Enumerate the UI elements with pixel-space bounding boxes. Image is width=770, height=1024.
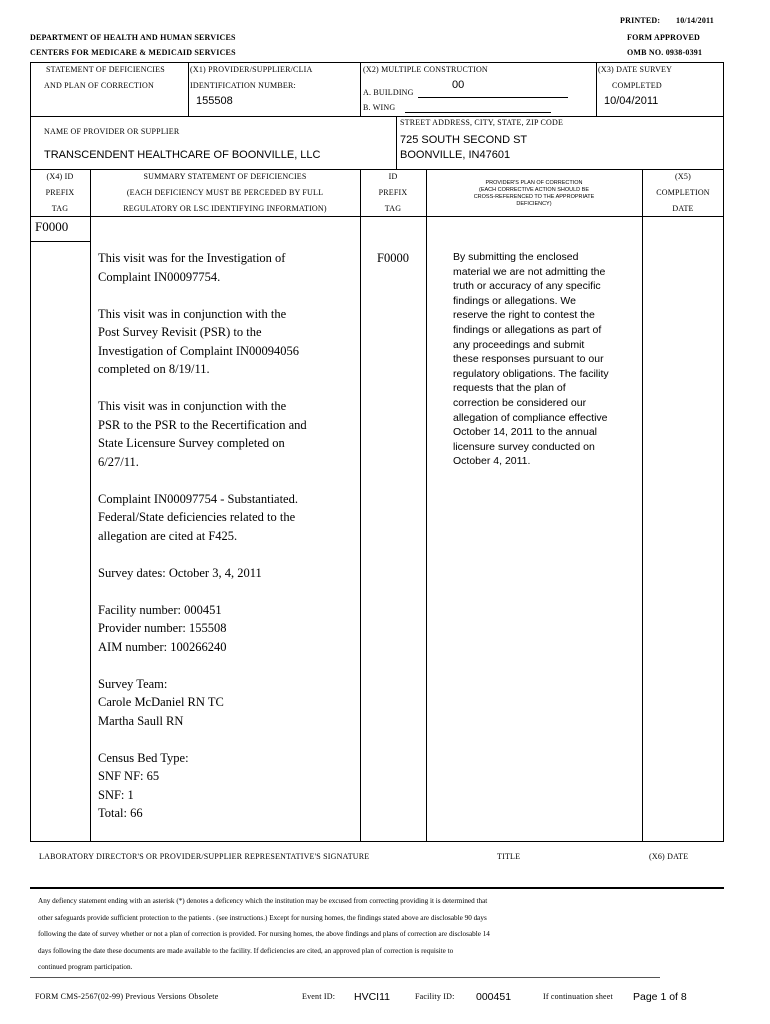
plan-line: licensure survey conducted on [453, 440, 595, 453]
provider-id-label-2: IDENTIFICATION NUMBER: [190, 81, 296, 90]
x5-header-2: COMPLETION [656, 188, 710, 197]
plan-line: By submitting the enclosed [453, 251, 579, 263]
poc-header-2: (EACH CORRECTIVE ACTION SHOULD BE [478, 187, 590, 193]
plan-line: October 14, 2011 to the annual [453, 426, 597, 439]
printed-label: PRINTED: [620, 16, 661, 25]
summary-paragraph [98, 601, 358, 657]
summary-header-2: (EACH DEFICIENCY MUST BE PERCEDED BY FULL [126, 188, 324, 197]
summary-line: Federal/State deficiencies related to the [98, 510, 296, 524]
summary-line: Carole McDaniel RN TC [98, 695, 224, 709]
summary-paragraph [98, 675, 358, 731]
address-line-2: BOONVILLE, IN47601 [400, 149, 511, 161]
plan-line: truth or accuracy of any specific [453, 280, 601, 293]
building-value: 00 [452, 79, 465, 91]
plan-line: October 4, 2011. [453, 455, 531, 468]
director-signature-label: LABORATORY DIRECTOR'S OR PROVIDER/SUPPLIER REPRESENTATIVE'S SIGNATURE [39, 852, 370, 861]
printed-date: 10/14/2011 [676, 16, 715, 25]
plan-line: correction be considered our [453, 396, 587, 409]
id-header-1: ID [388, 172, 398, 181]
poc-header-4: DEFICIENCY) [516, 201, 552, 207]
footnote-line: following the date of survey whether or not a plan of correction is provided. For nursing homes, the above findings and plans of correction are disclosable 14 [38, 930, 490, 938]
footnote-disclaimer [38, 893, 490, 976]
summary-line: Survey dates: October 3, 4, 2011 [98, 565, 262, 580]
summary-line: Complaint IN00097754. [98, 269, 221, 284]
building-label: A. BUILDING [363, 88, 414, 97]
form-approved: FORM APPROVED [627, 33, 701, 42]
plan-line: any proceedings and submit [453, 338, 585, 351]
poc-header-3: CROSS-REFERENCED TO THE APPROPRIATE [473, 194, 595, 200]
department-name: DEPARTMENT OF HEALTH AND HUMAN SERVICES [30, 33, 236, 42]
summary-line: State Licensure Survey completed on [98, 436, 285, 450]
summary-line: SNF: 1 [98, 787, 134, 802]
summary-line: This visit was in conjunction with the [98, 399, 287, 413]
summary-line: Facility number: 000451 [98, 602, 222, 617]
continuation-label: If continuation sheet [543, 992, 613, 1001]
provider-name-value: TRANSCENDENT HEALTHCARE OF BOONVILLE, LLC [44, 149, 321, 161]
centers-name: CENTERS FOR MEDICARE & MEDICAID SERVICES [30, 48, 236, 57]
summary-line: 6/27/11. [98, 454, 139, 469]
plan-line: allegation of compliance effective [453, 411, 608, 424]
id-header-3: TAG [384, 204, 402, 213]
footnote-line: Any defiency statement ending with an asterisk (*) denotes a deficency which the institution may be excused from correcting providing it is determined that [38, 897, 488, 905]
event-id-value: HVCI11 [354, 991, 390, 1003]
footnote-line: days following the date these documents are made available to the facility. If deficiencies are cited, an approved plan of correction is requisite to [38, 946, 454, 955]
id-header-2: PREFIX [378, 188, 408, 197]
facility-id-label: Facility ID: [415, 992, 455, 1001]
title-label: TITLE [497, 852, 521, 861]
summary-line: This visit was for the Investigation of [98, 251, 286, 265]
tag-prefix-left: F0000 [35, 219, 69, 234]
summary-header-3: REGULATORY OR LSC IDENTIFYING INFORMATION) [123, 204, 327, 213]
footnote-line: continued program participation. [38, 963, 133, 971]
statement-label-1: STATEMENT OF DEFICIENCIES [46, 65, 165, 74]
tag-prefix-right: F0000 [377, 251, 409, 265]
date-survey-label: (X3) DATE SURVEY [598, 65, 673, 74]
omb-number: OMB NO. 0938-0391 [627, 48, 703, 57]
provider-box [30, 116, 724, 170]
footnote-line: other safeguards provide sufficient protection to the patients . (see instructions.) Except for nursing homes, the findings stated above are disclosable 90 days [38, 913, 487, 922]
provider-id-label-1: (X1) PROVIDER/SUPPLIER/CLIA [190, 65, 313, 74]
page-number: Page 1 of 8 [633, 991, 687, 1003]
summary-paragraph [98, 749, 358, 823]
facility-id-value: 000451 [476, 991, 512, 1003]
address-line-1: 725 SOUTH SECOND ST [400, 134, 528, 146]
plan-line: regulatory obligations. The facility [453, 367, 609, 380]
x4-header-1: (X4) ID [46, 172, 74, 181]
summary-line: Martha Saull RN [98, 713, 184, 728]
poc-header-1: PROVIDER'S PLAN OF CORRECTION [485, 180, 583, 186]
summary-paragraph [98, 490, 358, 546]
summary-statement [98, 249, 358, 841]
plan-line: reserve the right to contest the [453, 309, 595, 322]
plan-line: material we are not admitting the [453, 265, 606, 278]
summary-line: completed on 8/19/11. [98, 362, 210, 376]
date-survey-value: 10/04/2011 [604, 95, 659, 107]
form-number: FORM CMS-2567(02-99) Previous Versions Obsolete [35, 992, 219, 1001]
summary-line: AIM number: 100266240 [98, 639, 227, 654]
plan-line: these responses pursuant to our [453, 353, 604, 366]
completed-label: COMPLETED [612, 81, 662, 90]
summary-line: PSR to the PSR to the Recertification and [98, 417, 307, 432]
x5-header-3: DATE [672, 204, 694, 213]
summary-line: SNF NF: 65 [98, 769, 160, 783]
summary-line: Provider number: 155508 [98, 621, 227, 635]
statement-label-2: AND PLAN OF CORRECTION [44, 81, 154, 90]
summary-paragraph [98, 564, 358, 583]
x5-header-1: (X5) [675, 172, 691, 181]
provider-name-label: NAME OF PROVIDER OR SUPPLIER [44, 127, 180, 136]
summary-paragraph [98, 397, 358, 471]
summary-line: Total: 66 [98, 806, 143, 820]
address-label: STREET ADDRESS, CITY, STATE, ZIP CODE [400, 118, 564, 127]
summary-line: This visit was in conjunction with the [98, 306, 287, 321]
summary-line: Investigation of Complaint IN00094056 [98, 343, 300, 358]
plan-line: findings or allegations. We [453, 294, 576, 307]
wing-label: B. WING [363, 103, 396, 112]
summary-line: Census Bed Type: [98, 750, 189, 765]
provider-id-value: 155508 [196, 95, 233, 107]
summary-line: Survey Team: [98, 676, 168, 691]
plan-line: findings or allegations as part of [453, 323, 602, 336]
x6-date-label: (X6) DATE [649, 852, 689, 861]
multiple-construction-label: (X2) MULTIPLE CONSTRUCTION [363, 65, 488, 74]
summary-paragraph [98, 249, 358, 286]
summary-line: allegation are cited at F425. [98, 528, 238, 543]
summary-paragraph [98, 305, 358, 379]
summary-line: Post Survey Revisit (PSR) to the [98, 325, 262, 339]
summary-header-1: SUMMARY STATEMENT OF DEFICIENCIES [143, 172, 307, 181]
plan-line: requests that the plan of [453, 382, 566, 395]
plan-of-correction [453, 250, 639, 469]
summary-line: Complaint IN00097754 - Substantiated. [98, 491, 298, 506]
event-id-label: Event ID: [302, 992, 336, 1001]
x4-header-2: PREFIX [45, 188, 75, 197]
x4-header-3: TAG [51, 204, 69, 213]
